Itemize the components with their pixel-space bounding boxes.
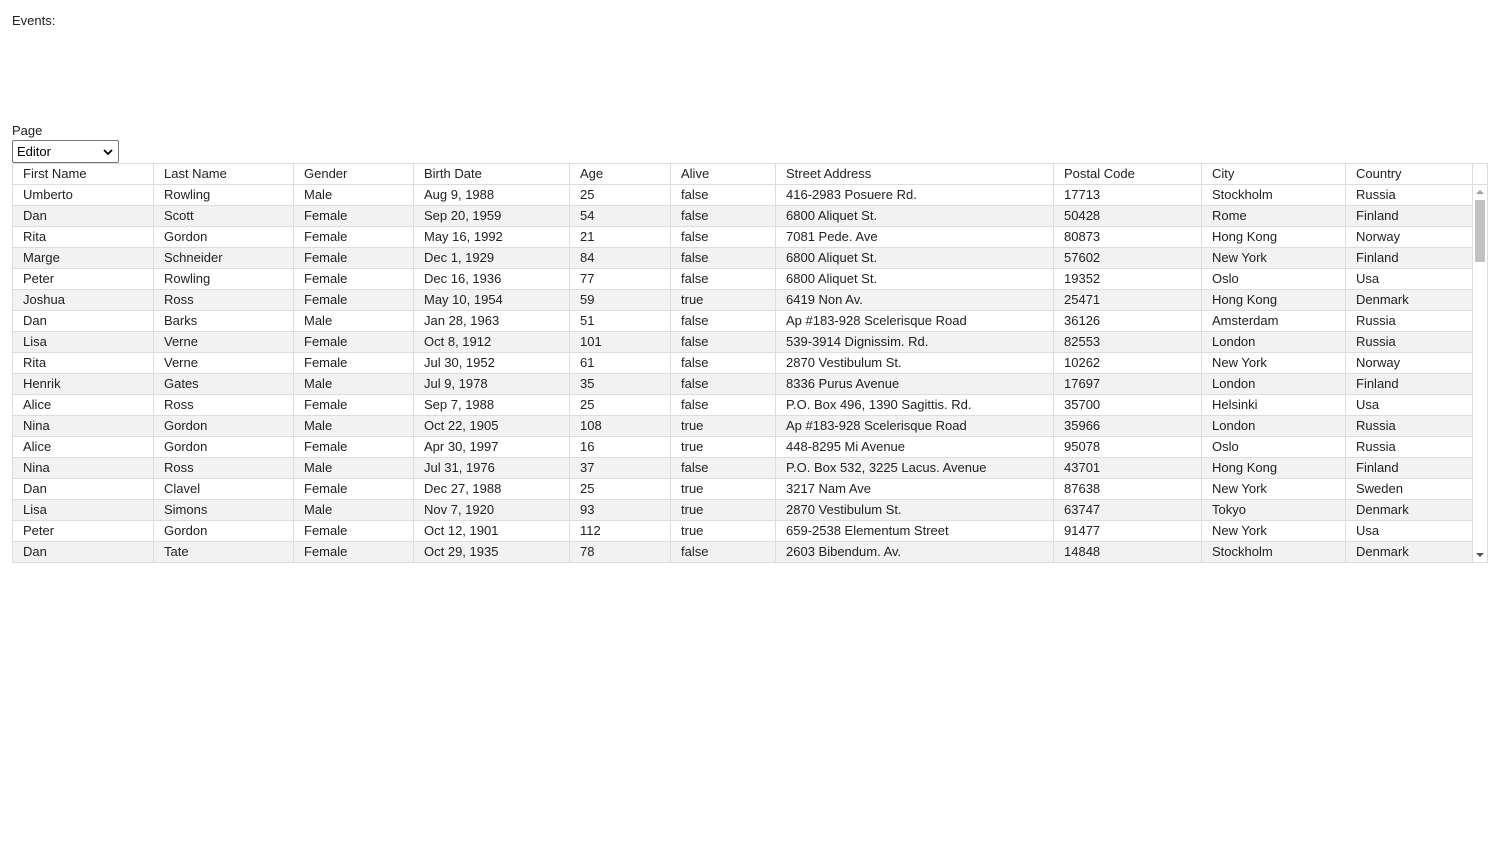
cell-street-address[interactable]: P.O. Box 532, 3225 Lacus. Avenue — [776, 458, 1054, 478]
cell-age[interactable]: 108 — [570, 416, 671, 436]
cell-gender[interactable]: Male — [294, 500, 414, 520]
cell-street-address[interactable]: 6800 Aliquet St. — [776, 248, 1054, 268]
cell-birth-date[interactable]: Sep 7, 1988 — [414, 395, 570, 415]
cell-street-address[interactable]: 539-3914 Dignissim. Rd. — [776, 332, 1054, 352]
cell-alive[interactable]: false — [671, 332, 776, 352]
cell-age[interactable]: 112 — [570, 521, 671, 541]
cell-postal-code[interactable]: 57602 — [1054, 248, 1202, 268]
cell-age[interactable]: 84 — [570, 248, 671, 268]
cell-age[interactable]: 61 — [570, 353, 671, 373]
cell-gender[interactable]: Female — [294, 269, 414, 289]
cell-country[interactable]: Denmark — [1346, 290, 1473, 310]
cell-street-address[interactable]: 448-8295 Mi Avenue — [776, 437, 1054, 457]
cell-postal-code[interactable]: 91477 — [1054, 521, 1202, 541]
cell-city[interactable]: Rome — [1202, 206, 1346, 226]
cell-alive[interactable]: true — [671, 437, 776, 457]
table-row[interactable] — [13, 227, 1473, 248]
scroll-up-arrow-icon[interactable] — [1473, 185, 1487, 199]
cell-last-name[interactable]: Ross — [154, 395, 294, 415]
cell-city[interactable]: New York — [1202, 479, 1346, 499]
cell-postal-code[interactable]: 19352 — [1054, 269, 1202, 289]
cell-last-name[interactable]: Gordon — [154, 227, 294, 247]
cell-city[interactable]: Hong Kong — [1202, 227, 1346, 247]
cell-alive[interactable]: false — [671, 542, 776, 562]
events-label: Events: — [12, 13, 56, 28]
cell-street-address[interactable]: 2870 Vestibulum St. — [776, 353, 1054, 373]
cell-country[interactable]: Norway — [1346, 353, 1473, 373]
cell-country[interactable]: Denmark — [1346, 500, 1473, 520]
cell-country[interactable]: Denmark — [1346, 542, 1473, 562]
column-header-gender[interactable]: Gender — [294, 164, 414, 184]
cell-birth-date[interactable]: Oct 29, 1935 — [414, 542, 570, 562]
cell-country[interactable]: Russia — [1346, 311, 1473, 331]
cell-city[interactable]: Helsinki — [1202, 395, 1346, 415]
cell-country[interactable]: Russia — [1346, 332, 1473, 352]
cell-first-name[interactable]: Peter — [13, 521, 154, 541]
data-grid — [12, 163, 1488, 563]
cell-country[interactable]: Norway — [1346, 227, 1473, 247]
header-corner — [1473, 164, 1487, 185]
cell-birth-date[interactable]: May 16, 1992 — [414, 227, 570, 247]
cell-city[interactable]: Hong Kong — [1202, 458, 1346, 478]
cell-last-name[interactable]: Verne — [154, 332, 294, 352]
cell-postal-code[interactable]: 17713 — [1054, 185, 1202, 205]
cell-postal-code[interactable]: 43701 — [1054, 458, 1202, 478]
cell-age[interactable]: 25 — [570, 185, 671, 205]
cell-gender[interactable]: Female — [294, 437, 414, 457]
cell-postal-code[interactable]: 63747 — [1054, 500, 1202, 520]
cell-birth-date[interactable]: Oct 12, 1901 — [414, 521, 570, 541]
cell-city[interactable]: London — [1202, 416, 1346, 436]
cell-gender[interactable]: Female — [294, 521, 414, 541]
cell-birth-date[interactable]: Aug 9, 1988 — [414, 185, 570, 205]
cell-last-name[interactable]: Schneider — [154, 248, 294, 268]
cell-alive[interactable]: true — [671, 500, 776, 520]
cell-postal-code[interactable]: 80873 — [1054, 227, 1202, 247]
cell-birth-date[interactable]: Sep 20, 1959 — [414, 206, 570, 226]
cell-country[interactable]: Sweden — [1346, 479, 1473, 499]
cell-street-address[interactable]: Ap #183-928 Scelerisque Road — [776, 311, 1054, 331]
cell-birth-date[interactable]: Nov 7, 1920 — [414, 500, 570, 520]
cell-gender[interactable]: Female — [294, 206, 414, 226]
cell-city[interactable]: Tokyo — [1202, 500, 1346, 520]
cell-alive[interactable]: false — [671, 269, 776, 289]
table-row[interactable] — [13, 395, 1473, 416]
cell-birth-date[interactable]: Dec 16, 1936 — [414, 269, 570, 289]
cell-age[interactable]: 35 — [570, 374, 671, 394]
cell-postal-code[interactable]: 14848 — [1054, 542, 1202, 562]
cell-street-address[interactable]: 6800 Aliquet St. — [776, 206, 1054, 226]
cell-last-name[interactable]: Rowling — [154, 269, 294, 289]
table-row[interactable] — [13, 437, 1473, 458]
cell-first-name[interactable]: Marge — [13, 248, 154, 268]
table-row[interactable] — [13, 332, 1473, 353]
cell-gender[interactable]: Female — [294, 227, 414, 247]
cell-country[interactable]: Russia — [1346, 185, 1473, 205]
cell-gender[interactable]: Female — [294, 290, 414, 310]
cell-country[interactable]: Finland — [1346, 206, 1473, 226]
cell-country[interactable]: Finland — [1346, 248, 1473, 268]
cell-postal-code[interactable]: 35700 — [1054, 395, 1202, 415]
column-header-age[interactable]: Age — [570, 164, 671, 184]
cell-city[interactable]: London — [1202, 332, 1346, 352]
table-row[interactable] — [13, 479, 1473, 500]
cell-country[interactable]: Finland — [1346, 374, 1473, 394]
cell-first-name[interactable]: Nina — [13, 458, 154, 478]
cell-age[interactable]: 25 — [570, 479, 671, 499]
cell-alive[interactable]: true — [671, 290, 776, 310]
column-header-postal-code[interactable]: Postal Code — [1054, 164, 1202, 184]
cell-last-name[interactable]: Gordon — [154, 521, 294, 541]
cell-first-name[interactable]: Alice — [13, 437, 154, 457]
cell-gender[interactable]: Female — [294, 479, 414, 499]
cell-first-name[interactable]: Alice — [13, 395, 154, 415]
chevron-down-icon — [102, 146, 114, 158]
grid-body — [13, 185, 1473, 563]
column-header-alive[interactable]: Alive — [671, 164, 776, 184]
cell-alive[interactable]: false — [671, 311, 776, 331]
table-row[interactable] — [13, 248, 1473, 269]
cell-age[interactable]: 101 — [570, 332, 671, 352]
cell-age[interactable]: 21 — [570, 227, 671, 247]
cell-last-name[interactable]: Rowling — [154, 185, 294, 205]
cell-first-name[interactable]: Lisa — [13, 500, 154, 520]
cell-alive[interactable]: false — [671, 206, 776, 226]
cell-street-address[interactable]: 3217 Nam Ave — [776, 479, 1054, 499]
cell-birth-date[interactable]: Jul 31, 1976 — [414, 458, 570, 478]
cell-first-name[interactable]: Nina — [13, 416, 154, 436]
cell-first-name[interactable]: Dan — [13, 311, 154, 331]
cell-alive[interactable]: false — [671, 458, 776, 478]
cell-city[interactable]: Oslo — [1202, 437, 1346, 457]
cell-first-name[interactable]: Dan — [13, 479, 154, 499]
cell-city[interactable]: New York — [1202, 521, 1346, 541]
cell-last-name[interactable]: Barks — [154, 311, 294, 331]
cell-street-address[interactable]: 8336 Purus Avenue — [776, 374, 1054, 394]
cell-age[interactable]: 54 — [570, 206, 671, 226]
scroll-down-arrow-icon[interactable] — [1473, 548, 1487, 562]
table-row[interactable] — [13, 206, 1473, 227]
cell-country[interactable]: Usa — [1346, 269, 1473, 289]
scrollbar-thumb[interactable] — [1475, 200, 1485, 262]
cell-street-address[interactable]: Ap #183-928 Scelerisque Road — [776, 416, 1054, 436]
cell-city[interactable]: Oslo — [1202, 269, 1346, 289]
cell-birth-date[interactable]: Dec 27, 1988 — [414, 479, 570, 499]
column-header-city[interactable]: City — [1202, 164, 1346, 184]
cell-birth-date[interactable]: Jul 30, 1952 — [414, 353, 570, 373]
cell-city[interactable]: Amsterdam — [1202, 311, 1346, 331]
cell-gender[interactable]: Female — [294, 248, 414, 268]
cell-age[interactable]: 16 — [570, 437, 671, 457]
cell-alive[interactable]: false — [671, 395, 776, 415]
cell-age[interactable]: 59 — [570, 290, 671, 310]
column-header-birth-date[interactable]: Birth Date — [414, 164, 570, 184]
cell-first-name[interactable]: Joshua — [13, 290, 154, 310]
cell-first-name[interactable]: Dan — [13, 542, 154, 562]
vertical-scrollbar[interactable] — [1473, 185, 1487, 562]
table-row[interactable] — [13, 542, 1473, 563]
grid-header — [13, 164, 1473, 185]
cell-gender[interactable]: Male — [294, 374, 414, 394]
cell-age[interactable]: 77 — [570, 269, 671, 289]
page-select-value: Editor — [17, 144, 51, 159]
cell-gender[interactable]: Male — [294, 185, 414, 205]
cell-first-name[interactable]: Lisa — [13, 332, 154, 352]
cell-postal-code[interactable]: 17697 — [1054, 374, 1202, 394]
cell-alive[interactable]: false — [671, 248, 776, 268]
cell-alive[interactable]: false — [671, 374, 776, 394]
cell-country[interactable]: Finland — [1346, 458, 1473, 478]
column-header-street-address[interactable]: Street Address — [776, 164, 1054, 184]
cell-postal-code[interactable]: 36126 — [1054, 311, 1202, 331]
cell-street-address[interactable]: 7081 Pede. Ave — [776, 227, 1054, 247]
cell-alive[interactable]: false — [671, 185, 776, 205]
cell-first-name[interactable]: Henrik — [13, 374, 154, 394]
cell-gender[interactable]: Male — [294, 458, 414, 478]
cell-city[interactable]: Hong Kong — [1202, 290, 1346, 310]
table-row[interactable] — [13, 290, 1473, 311]
cell-city[interactable]: Stockholm — [1202, 542, 1346, 562]
cell-city[interactable]: London — [1202, 374, 1346, 394]
cell-city[interactable]: Stockholm — [1202, 185, 1346, 205]
cell-last-name[interactable]: Scott — [154, 206, 294, 226]
cell-last-name[interactable]: Ross — [154, 458, 294, 478]
table-row[interactable] — [13, 458, 1473, 479]
cell-alive[interactable]: true — [671, 521, 776, 541]
cell-last-name[interactable]: Gordon — [154, 437, 294, 457]
cell-birth-date[interactable]: May 10, 1954 — [414, 290, 570, 310]
column-header-last-name[interactable]: Last Name — [154, 164, 294, 184]
cell-age[interactable]: 93 — [570, 500, 671, 520]
table-row[interactable] — [13, 374, 1473, 395]
cell-age[interactable]: 78 — [570, 542, 671, 562]
cell-last-name[interactable]: Tate — [154, 542, 294, 562]
cell-birth-date[interactable]: Jul 9, 1978 — [414, 374, 570, 394]
cell-birth-date[interactable]: Apr 30, 1997 — [414, 437, 570, 457]
cell-postal-code[interactable]: 10262 — [1054, 353, 1202, 373]
cell-street-address[interactable]: 6800 Aliquet St. — [776, 269, 1054, 289]
cell-last-name[interactable]: Gordon — [154, 416, 294, 436]
table-row[interactable] — [13, 353, 1473, 374]
cell-postal-code[interactable]: 82553 — [1054, 332, 1202, 352]
table-row[interactable] — [13, 416, 1473, 437]
cell-last-name[interactable]: Simons — [154, 500, 294, 520]
cell-postal-code[interactable]: 35966 — [1054, 416, 1202, 436]
cell-country[interactable]: Russia — [1346, 437, 1473, 457]
page-select[interactable] — [12, 140, 119, 163]
cell-street-address[interactable]: 2870 Vestibulum St. — [776, 500, 1054, 520]
column-header-country[interactable]: Country — [1346, 164, 1473, 184]
table-row[interactable] — [13, 269, 1473, 290]
cell-gender[interactable]: Male — [294, 416, 414, 436]
cell-country[interactable]: Usa — [1346, 521, 1473, 541]
cell-last-name[interactable]: Ross — [154, 290, 294, 310]
cell-street-address[interactable]: 6419 Non Av. — [776, 290, 1054, 310]
table-row[interactable] — [13, 500, 1473, 521]
cell-gender[interactable]: Female — [294, 395, 414, 415]
cell-first-name[interactable]: Umberto — [13, 185, 154, 205]
cell-alive[interactable]: true — [671, 416, 776, 436]
table-row[interactable] — [13, 311, 1473, 332]
cell-last-name[interactable]: Gates — [154, 374, 294, 394]
cell-postal-code[interactable]: 50428 — [1054, 206, 1202, 226]
cell-gender[interactable]: Female — [294, 542, 414, 562]
cell-first-name[interactable]: Rita — [13, 353, 154, 373]
cell-street-address[interactable]: 2603 Bibendum. Av. — [776, 542, 1054, 562]
cell-age[interactable]: 37 — [570, 458, 671, 478]
cell-first-name[interactable]: Peter — [13, 269, 154, 289]
cell-birth-date[interactable]: Oct 22, 1905 — [414, 416, 570, 436]
cell-street-address[interactable]: 416-2983 Posuere Rd. — [776, 185, 1054, 205]
cell-alive[interactable]: false — [671, 353, 776, 373]
cell-postal-code[interactable]: 87638 — [1054, 479, 1202, 499]
cell-last-name[interactable]: Verne — [154, 353, 294, 373]
cell-birth-date[interactable]: Dec 1, 1929 — [414, 248, 570, 268]
cell-city[interactable]: New York — [1202, 353, 1346, 373]
cell-birth-date[interactable]: Oct 8, 1912 — [414, 332, 570, 352]
cell-postal-code[interactable]: 95078 — [1054, 437, 1202, 457]
cell-birth-date[interactable]: Jan 28, 1963 — [414, 311, 570, 331]
cell-age[interactable]: 51 — [570, 311, 671, 331]
cell-first-name[interactable]: Dan — [13, 206, 154, 226]
cell-age[interactable]: 25 — [570, 395, 671, 415]
cell-street-address[interactable]: P.O. Box 496, 1390 Sagittis. Rd. — [776, 395, 1054, 415]
cell-first-name[interactable]: Rita — [13, 227, 154, 247]
table-row[interactable] — [13, 185, 1473, 206]
cell-gender[interactable]: Female — [294, 353, 414, 373]
cell-alive[interactable]: false — [671, 227, 776, 247]
cell-street-address[interactable]: 659-2538 Elementum Street — [776, 521, 1054, 541]
cell-alive[interactable]: true — [671, 479, 776, 499]
cell-city[interactable]: New York — [1202, 248, 1346, 268]
cell-postal-code[interactable]: 25471 — [1054, 290, 1202, 310]
column-header-first-name[interactable]: First Name — [13, 164, 154, 184]
cell-gender[interactable]: Female — [294, 332, 414, 352]
page-label: Page — [12, 123, 43, 138]
cell-country[interactable]: Usa — [1346, 395, 1473, 415]
cell-country[interactable]: Russia — [1346, 416, 1473, 436]
cell-gender[interactable]: Male — [294, 311, 414, 331]
table-row[interactable] — [13, 521, 1473, 542]
cell-last-name[interactable]: Clavel — [154, 479, 294, 499]
